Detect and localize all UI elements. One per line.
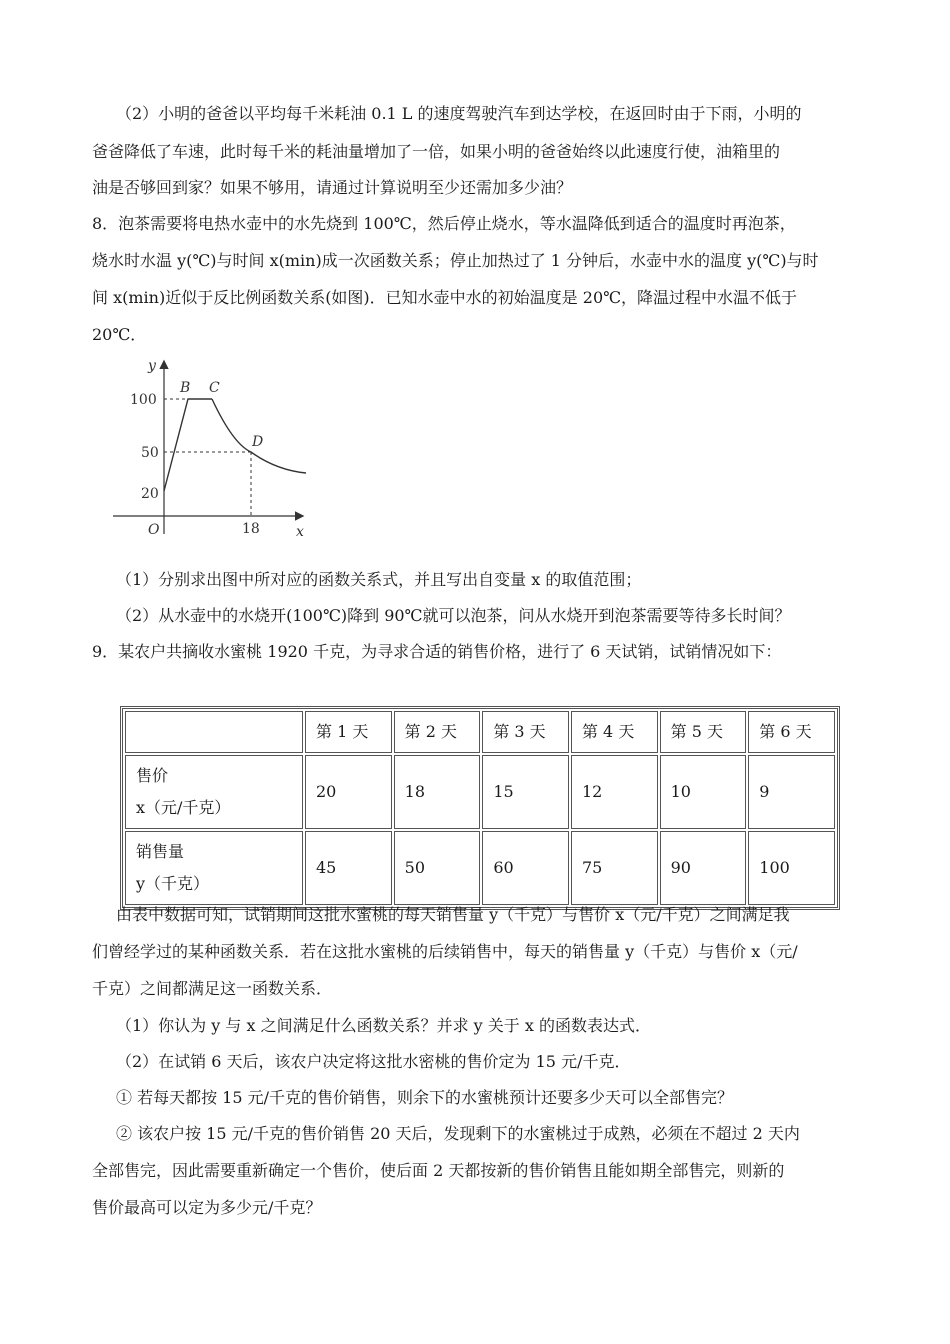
price-day-4: 12: [571, 755, 658, 829]
q8-line3: 间 x(min)近似于反比例函数关系(如图)．已知水壶中水的初始温度是 20℃，降温过程中水温不低于: [92, 288, 798, 307]
origin-label: O: [148, 522, 160, 538]
price-day-1: 20: [305, 755, 392, 829]
price-day-2: 18: [394, 755, 481, 829]
quantity-row-header: [125, 831, 303, 905]
q9-intro: 9．某农户共摘收水蜜桃 1920 千克，为寻求合适的销售价格，进行了 6 天试销，试销情况如下：: [92, 642, 782, 661]
point-b: B: [180, 380, 191, 396]
q9-para-line2: 们曾经学过的某种函数关系．若在这批水蜜桃的后续销售中，每天的销售量 y（千克）与售价 x（元/: [92, 942, 798, 961]
q9-part2: （2）在试销 6 天后，该农户决定将这批水密桃的售价定为 15 元/千克．: [116, 1052, 631, 1071]
quantity-label: 销售量: [136, 842, 185, 861]
price-label: 售价: [136, 766, 169, 785]
q8-part1: （1）分别求出图中所对应的函数关系式，并且写出自变量 x 的取值范围；: [116, 570, 642, 589]
day-1-header: 第 1 天: [305, 711, 392, 753]
tick-100: 100: [130, 392, 157, 408]
point-c: C: [209, 380, 220, 396]
q7-part2-line3: 油是否够回到家？如果不够用，请通过计算说明至少还需加多少油？: [92, 178, 573, 197]
price-row-header: [125, 755, 303, 829]
day-5-header: 第 5 天: [660, 711, 747, 753]
x-axis-label: x: [296, 524, 304, 540]
q7-part2-line2: 爸爸降低了车速，此时每千米的耗油量增加了一倍，如果小明的爸爸始终以此速度行使，油箱里的: [92, 142, 781, 161]
q9-sub2-line2: 全部售完，因此需要重新确定一个售价，使后面 2 天都按新的售价销售且能如期全部售完，则新的: [92, 1161, 785, 1180]
tick-50: 50: [141, 445, 159, 461]
day-2-header: 第 2 天: [394, 711, 481, 753]
quantity-day-4: 75: [571, 831, 658, 905]
quantity-unit-label: y（千克）: [136, 874, 210, 893]
q9-para-line1: 由表中数据可知，试销期间这批水蜜桃的每天销售量 y（千克）与售价 x（元/千克）之间满足我: [116, 905, 790, 924]
temperature-graph: [108, 352, 318, 542]
price-unit-label: x（元/千克）: [136, 798, 231, 817]
quantity-row: [125, 831, 835, 905]
q9-sub1: ① 若每天都按 15 元/千克的售价销售，则余下的水蜜桃预计还要多少天可以全部售完？: [116, 1088, 734, 1107]
point-d: D: [252, 434, 264, 450]
price-day-5: 10: [660, 755, 747, 829]
day-4-header: 第 4 天: [571, 711, 658, 753]
table-header-row: [125, 711, 835, 753]
quantity-day-3: 60: [482, 831, 569, 905]
q9-para-line3: 千克）之间都满足这一函数关系．: [92, 979, 333, 998]
quantity-day-6: 100: [748, 831, 835, 905]
q9-part1: （1）你认为 y 与 x 之间满足什么函数关系？并求 y 关于 x 的函数表达式．: [116, 1016, 651, 1035]
q8-line4: 20℃．: [92, 325, 147, 344]
heating-line: [164, 399, 212, 491]
table-corner-cell: [125, 711, 303, 753]
q8-part2: （2）从水壶中的水烧开(100℃)降到 90℃就可以泡茶，问从水烧开到泡茶需要等待多长时间？: [116, 606, 791, 625]
price-row: [125, 755, 835, 829]
q7-part2-line1: （2）小明的爸爸以平均每千米耗油 0.1 L 的速度驾驶汽车到达学校，在返回时由于下雨，小明的: [116, 104, 802, 123]
sales-table: [120, 706, 840, 910]
quantity-day-1: 45: [305, 831, 392, 905]
day-6-header: 第 6 天: [748, 711, 835, 753]
q8-line1: 8．泡茶需要将电热水壶中的水先烧到 100℃，然后停止烧水，等水温降低到适合的温度时再泡茶，: [92, 214, 796, 233]
price-day-3: 15: [482, 755, 569, 829]
quantity-day-2: 50: [394, 831, 481, 905]
day-3-header: 第 3 天: [482, 711, 569, 753]
tick-20: 20: [141, 486, 159, 502]
tick-18: 18: [242, 521, 260, 537]
q8-line2: 烧水时水温 y(℃)与时间 x(min)成一次函数关系；停止加热过了 1 分钟后，水壶中水的温度 y(℃)与时: [92, 251, 819, 270]
q9-sub2-line1: ② 该农户按 15 元/千克的售价销售 20 天后，发现剩下的水蜜桃过于成熟，必须在不超过 2 天内: [116, 1124, 800, 1143]
y-axis-label: y: [148, 358, 156, 374]
quantity-day-5: 90: [660, 831, 747, 905]
q9-sub2-line3: 售价最高可以定为多少元/千克？: [92, 1198, 322, 1217]
price-day-6: 9: [748, 755, 835, 829]
